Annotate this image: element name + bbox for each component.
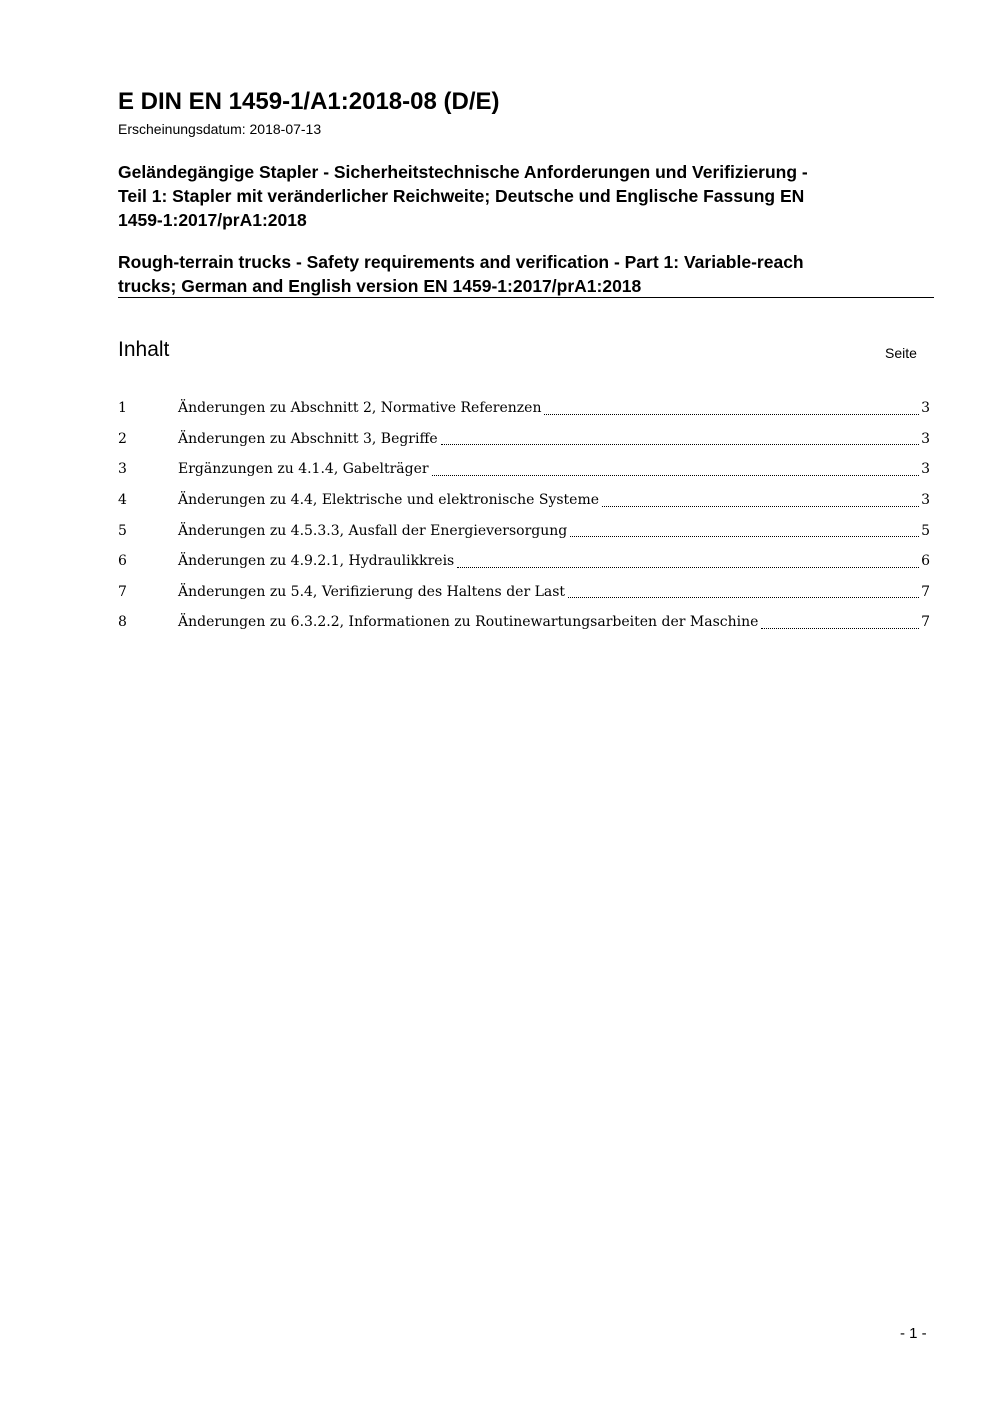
toc-dot-leader [761,628,919,629]
table-of-contents [118,393,930,638]
toc-entry[interactable] [118,393,930,424]
toc-entry-number: 8 [118,614,127,631]
toc-entry-number: 7 [118,583,127,600]
toc-dot-leader [432,475,919,476]
toc-entry-title[interactable]: Änderungen zu 4.4, Elektrische und elektronische Systeme [178,492,600,509]
toc-entry-page[interactable]: 3 [921,492,930,509]
toc-dot-leader [544,414,919,415]
toc-entry[interactable] [118,454,930,485]
toc-entry-title[interactable]: Änderungen zu 4.9.2.1, Hydraulikkreis [178,553,455,570]
toc-entry[interactable] [118,485,930,516]
publication-date: Erscheinungsdatum: 2018-07-13 [118,121,322,137]
title-german-line: 1459-1:2017/prA1:2018 [118,210,307,230]
toc-entry-page[interactable]: 3 [921,461,930,478]
toc-dot-leader [457,567,919,568]
toc-entry-number: 5 [118,522,127,539]
toc-dot-leader [570,536,919,537]
toc-entry-number: 3 [118,461,127,478]
toc-entry-page[interactable]: 6 [921,553,930,570]
toc-dot-leader [602,506,919,507]
toc-entry[interactable] [118,424,930,455]
toc-entry-number: 2 [118,430,127,447]
toc-dot-leader [441,444,919,445]
toc-entry-page[interactable]: 5 [921,522,930,539]
toc-entry-title[interactable]: Änderungen zu Abschnitt 2, Normative Referenzen [178,400,542,417]
toc-entry-number: 4 [118,492,127,509]
toc-page-label: Seite [885,345,917,361]
title-english-line: trucks; German and English version EN 1459-1:2017/prA1:2018 [118,276,642,296]
document-id: E DIN EN 1459-1/A1:2018-08 (D/E) [118,88,500,115]
title-english [118,250,928,298]
toc-entry-title[interactable]: Ergänzungen zu 4.1.4, Gabelträger [178,461,429,478]
toc-entry[interactable] [118,607,930,638]
toc-entry[interactable] [118,577,930,608]
title-german-line: Teil 1: Stapler mit veränderlicher Reichweite; Deutsche und Englische Fassung EN [118,186,805,206]
toc-entry-title[interactable]: Änderungen zu 6.3.2.2, Informationen zu Routinewartungsarbeiten der Maschine [178,614,759,631]
toc-entry-number: 6 [118,553,127,570]
toc-entry-title[interactable]: Änderungen zu 4.5.3.3, Ausfall der Energieversorgung [178,522,568,539]
toc-entry-page[interactable]: 3 [921,400,930,417]
toc-entry-page[interactable]: 3 [921,430,930,447]
toc-entry-page[interactable]: 7 [921,614,930,631]
toc-entry-title[interactable]: Änderungen zu 5.4, Verifizierung des Haltens der Last [178,583,566,600]
toc-entry[interactable] [118,546,930,577]
header-divider [118,297,934,298]
toc-entry-title[interactable]: Änderungen zu Abschnitt 3, Begriffe [178,430,438,447]
title-english-line: Rough-terrain trucks - Safety requirements and verification - Part 1: Variable-reach [118,252,804,272]
title-german-line: Geländegängige Stapler - Sicherheitstechnische Anforderungen und Verifizierung - [118,162,808,182]
toc-heading: Inhalt [118,338,170,361]
toc-entry[interactable] [118,515,930,546]
title-german [118,160,928,232]
toc-entry-page[interactable]: 7 [921,583,930,600]
page-number: - 1 - [900,1325,927,1342]
toc-dot-leader [568,597,919,598]
toc-entry-number: 1 [118,400,127,417]
